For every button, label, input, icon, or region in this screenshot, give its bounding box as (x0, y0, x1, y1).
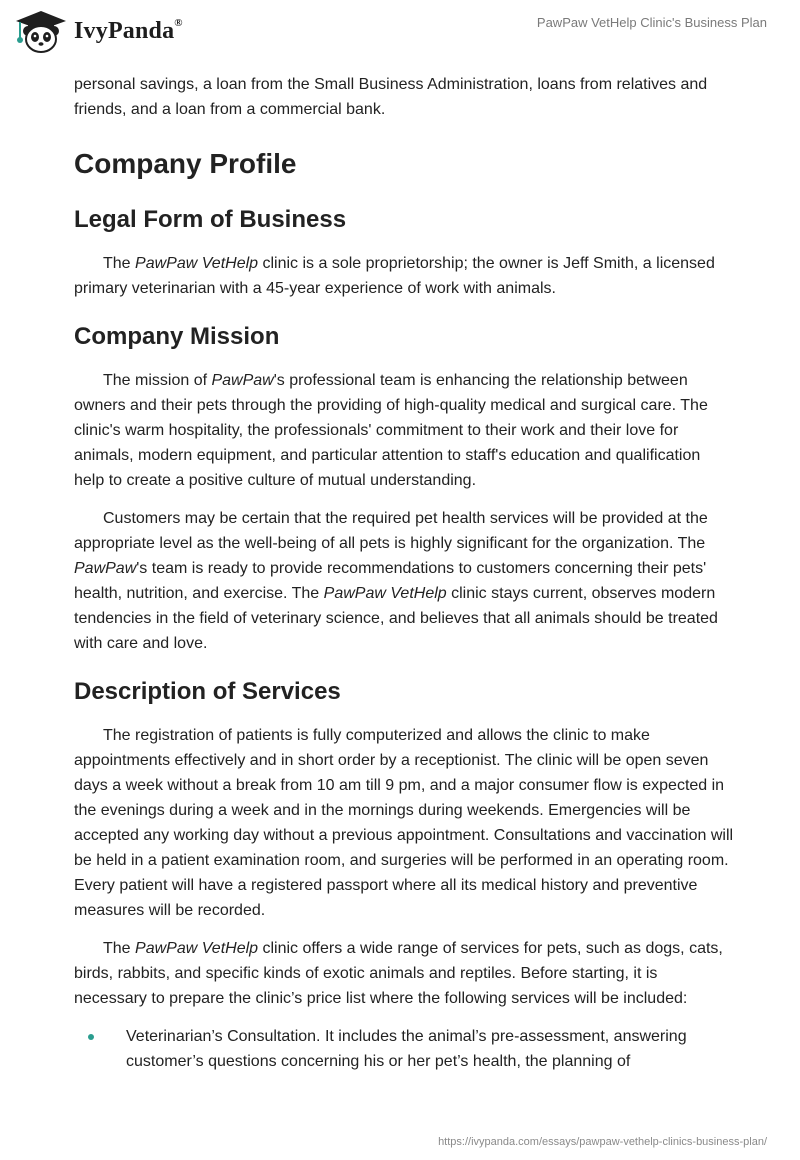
subheading-description-of-services: Description of Services (74, 678, 341, 705)
article-body (74, 72, 734, 1074)
mission-paragraph-2: Customers may be certain that the required pet health services will be provided at the appropriate level as the well-being of all pets is highly significant for the organization. The PawPaw's team is ready to provide recommendations to customers concerning their pets' health, nutrition, and exercise. The PawPaw VetHelp clinic stays current, observes modern tendencies in the field of veterinary science, and believes that all animals should be treated with care and love. (74, 510, 718, 652)
list-item: Veterinarian’s Consultation. It includes the animal’s pre-assessment, answering customer’s questions concerning his or her pet’s health, the planning of (74, 1024, 734, 1074)
services-list (74, 1024, 734, 1074)
page-header (0, 0, 800, 64)
ivypanda-logo[interactable] (14, 8, 183, 54)
brand-name: IvyPanda® (74, 16, 183, 44)
subheading-legal-form: Legal Form of Business (74, 206, 347, 233)
mission-paragraph-1: The mission of PawPaw's professional team is enhancing the relationship between owners and their pets through the providing of high-quality medical and surgical care. The clinic's warm hospitality, the professionals' commitment to their work and their love for animals, modern equipment, and particular attention to staff's education and qualification help to create a positive culture of mutual understanding. (74, 372, 708, 489)
source-url[interactable]: https://ivypanda.com/essays/pawpaw-vethelp-clinics-business-plan/ (438, 1136, 767, 1148)
panda-graduate-icon (14, 8, 68, 54)
bullet-dot-icon (88, 1034, 94, 1040)
intro-paragraph: personal savings, a loan from the Small Business Administration, loans from relatives and friends, and a loan from a commercial bank. (74, 76, 708, 118)
legal-paragraph: The PawPaw VetHelp clinic is a sole proprietorship; the owner is Jeff Smith, a licensed primary veterinarian with a 45-year experience of work with animals. (74, 255, 715, 297)
services-paragraph-1: The registration of patients is fully computerized and allows the clinic to make appointments effectively and in short order by a receptionist. The clinic will be open seven days a week without a break from 10 am till 9 pm, and a major consumer flow is expected in the evenings during a week and in the mornings during weekends. Emergencies will be accepted any working day without a previous appointment. Consultations and vaccination will be held in a patient examination room, and surgeries will be performed in an operating room. Every patient will have a registered passport where all its medical history and preventive measures will be recorded. (74, 727, 734, 919)
subheading-company-mission: Company Mission (74, 323, 280, 350)
services-paragraph-2: The PawPaw VetHelp clinic offers a wide range of services for pets, such as dogs, cats, birds, rabbits, and specific kinds of exotic animals and reptiles. Before starting, it is necessary to prepare the clinic’s price list where the following services will be included: (74, 940, 723, 1007)
section-heading-company-profile: Company Profile (74, 148, 297, 179)
document-title: PawPaw VetHelp Clinic's Business Plan (536, 15, 767, 30)
